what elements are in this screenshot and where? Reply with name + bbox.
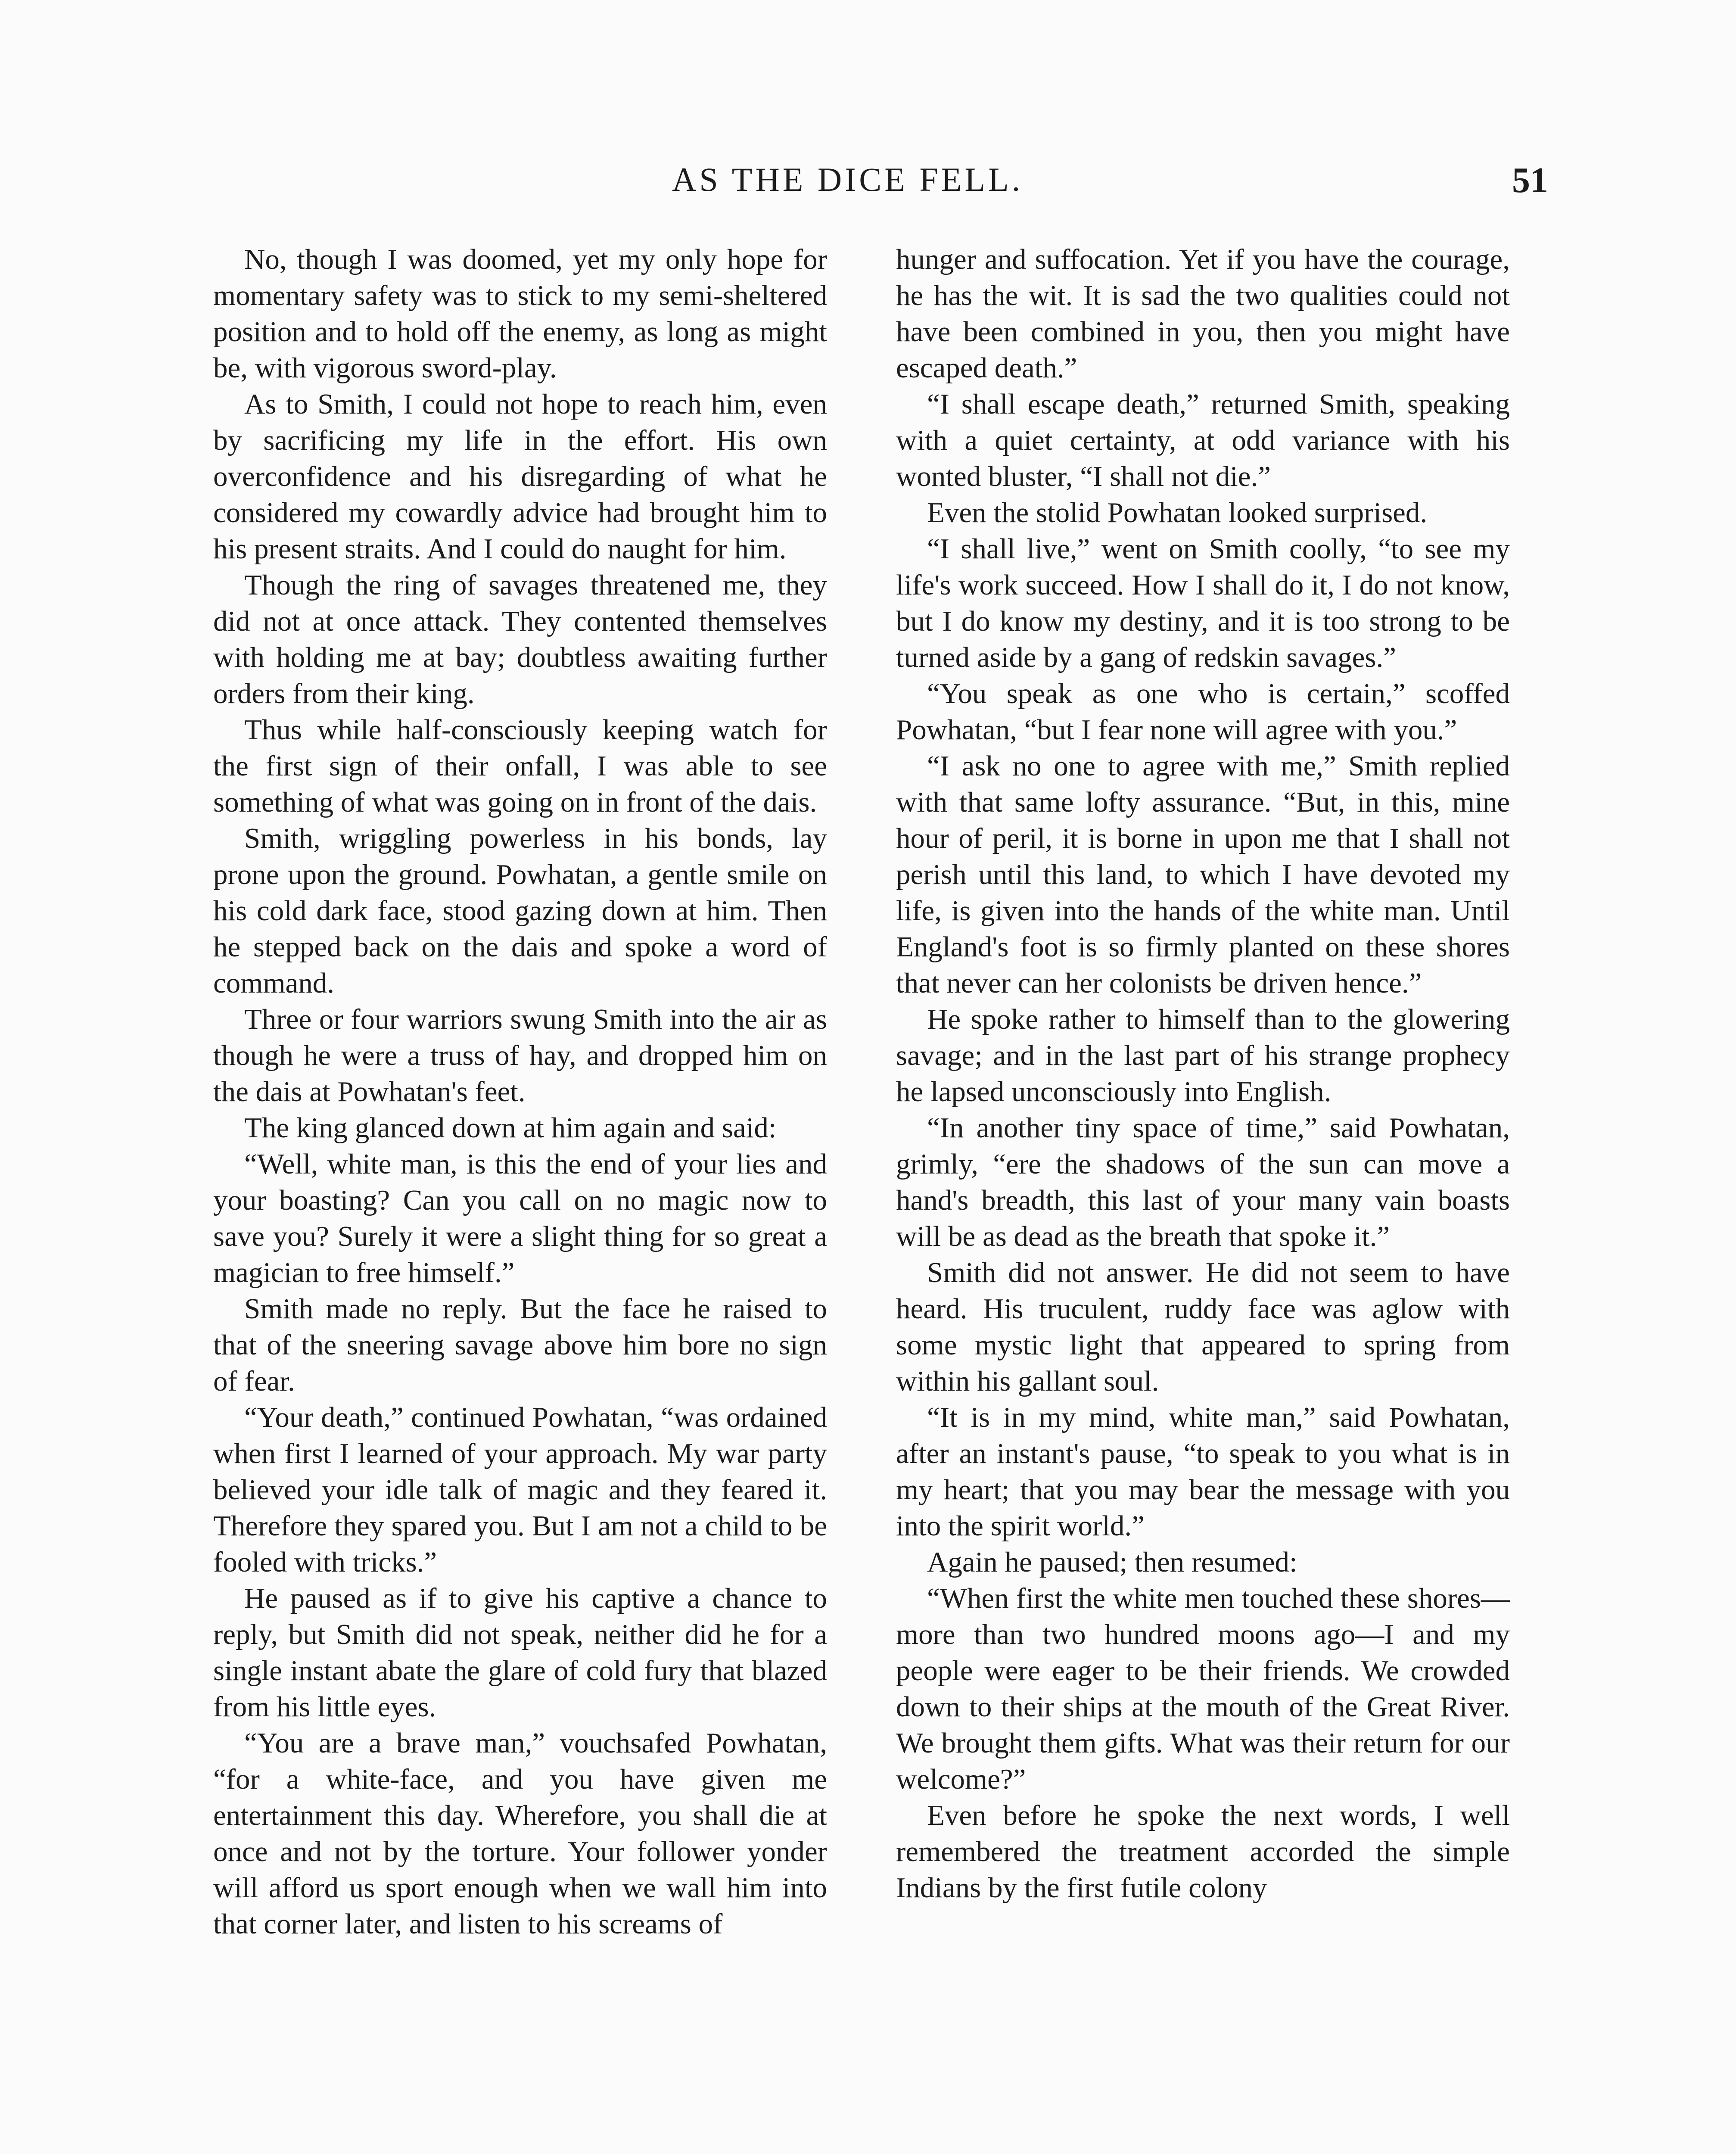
paragraph: Though the ring of savages threatened me, they did not at once attack. They contented themselves with holding me at bay; doubtless awaiting further orders from their king.: [213, 569, 827, 710]
paragraph: “I shall escape death,” returned Smith, speaking with a quiet certainty, at odd variance with his wonted bluster, “I shall not die.”: [896, 388, 1510, 492]
paragraph: As to Smith, I could not hope to reach him, even by sacrificing my life in the effort. His own overconfidence and his disregarding of what he considered my cowardly advice had brought him to his present straits. And I could do naught for him.: [213, 388, 827, 565]
paragraph: “You speak as one who is certain,” scoffed Powhatan, “but I fear none will agree with you.”: [896, 678, 1510, 746]
running-title: AS THE DICE FELL.: [672, 161, 1024, 198]
right-column: [896, 241, 1510, 1906]
paragraph: “Well, white man, is this the end of your lies and your boasting? Can you call on no magic now to save you? Surely it were a slight thing for so great a magician to free himself.”: [213, 1148, 827, 1289]
paragraph: Thus while half-consciously keeping watch for the first sign of their onfall, I was able to see something of what was going on in front of the dais.: [213, 714, 827, 818]
paragraph: “It is in my mind, white man,” said Powhatan, after an instant's pause, “to speak to you what is in my heart; that you may bear the message with you into the spirit world.”: [896, 1401, 1510, 1542]
paragraph: Smith, wriggling powerless in his bonds, lay prone upon the ground. Powhatan, a gentle smile on his cold dark face, stood gazing down at him. Then he stepped back on the dais and spoke a word of command.: [213, 822, 827, 999]
paragraph: He paused as if to give his captive a chance to reply, but Smith did not speak, neither did he for a single instant abate the glare of cold fury that blazed from his little eyes.: [213, 1582, 827, 1723]
paragraph: “In another tiny space of time,” said Powhatan, grimly, “ere the shadows of the sun can move a hand's breadth, this last of your many vain boasts will be as dead as the breath that spoke it.”: [896, 1112, 1510, 1252]
paragraph: Three or four warriors swung Smith into the air as though he were a truss of hay, and dropped him on the dais at Powhatan's feet.: [213, 1003, 827, 1108]
paragraph: “I shall live,” went on Smith coolly, “to see my life's work succeed. How I shall do it, I do not know, but I do know my destiny, and it is too strong to be turned aside by a gang of redskin savages.”: [896, 533, 1510, 673]
paragraph: “When first the white men touched these shores—more than two hundred moons ago—I and my people were eager to be their friends. We crowded down to their ships at the mouth of the Great River. We brought them gifts. What was their return for our welcome?”: [896, 1582, 1510, 1795]
paragraph: “I ask no one to agree with me,” Smith replied with that same lofty assurance. “But, in this, mine hour of peril, it is borne in upon me that I shall not perish until this land, to which I have devoted my life, is given into the hands of the white man. Until England's foot is so firmly planted on these shores that never can her colonists be driven hence.”: [896, 750, 1510, 999]
left-column: [213, 241, 827, 1942]
paragraph: “Your death,” continued Powhatan, “was ordained when first I learned of your approach. My war party believed your idle talk of magic and they feared it. Therefore they spared you. But I am not a child to be fooled with tricks.”: [213, 1401, 827, 1578]
paragraph: Again he paused; then resumed:: [927, 1546, 1297, 1578]
paragraph: No, though I was doomed, yet my only hope for momentary safety was to stick to my semi-sheltered position and to hold off the enemy, as long as might be, with vigorous sword-play.: [213, 243, 827, 384]
paragraph: Even the stolid Powhatan looked surprised.: [927, 497, 1428, 529]
paragraph: He spoke rather to himself than to the glowering savage; and in the last part of his strange prophecy he lapsed unconsciously into English.: [896, 1003, 1510, 1108]
paragraph: “You are a brave man,” vouchsafed Powhatan, “for a white-face, and you have given me entertainment this day. Wherefore, you shall die at once and not by the torture. Your follower yonder will afford us sport enough when we wall him into that corner later, and listen to his screams of: [213, 1727, 827, 1940]
paragraph: The king glanced down at him again and said:: [244, 1112, 777, 1144]
paragraph: Even before he spoke the next words, I well remembered the treatment accorded the simple Indians by the first futile colony: [896, 1799, 1510, 1904]
paragraph-continuation: hunger and suffocation. Yet if you have the courage, he has the wit. It is sad the two qualities could not have been combined in you, then you might have escaped death.”: [896, 243, 1510, 384]
paragraph: Smith made no reply. But the face he raised to that of the sneering savage above him bore no sign of fear.: [213, 1293, 827, 1397]
page-number: 51: [1512, 160, 1548, 200]
paragraph: Smith did not answer. He did not seem to have heard. His truculent, ruddy face was aglow with some mystic light that appeared to spring from within his gallant soul.: [896, 1257, 1510, 1397]
